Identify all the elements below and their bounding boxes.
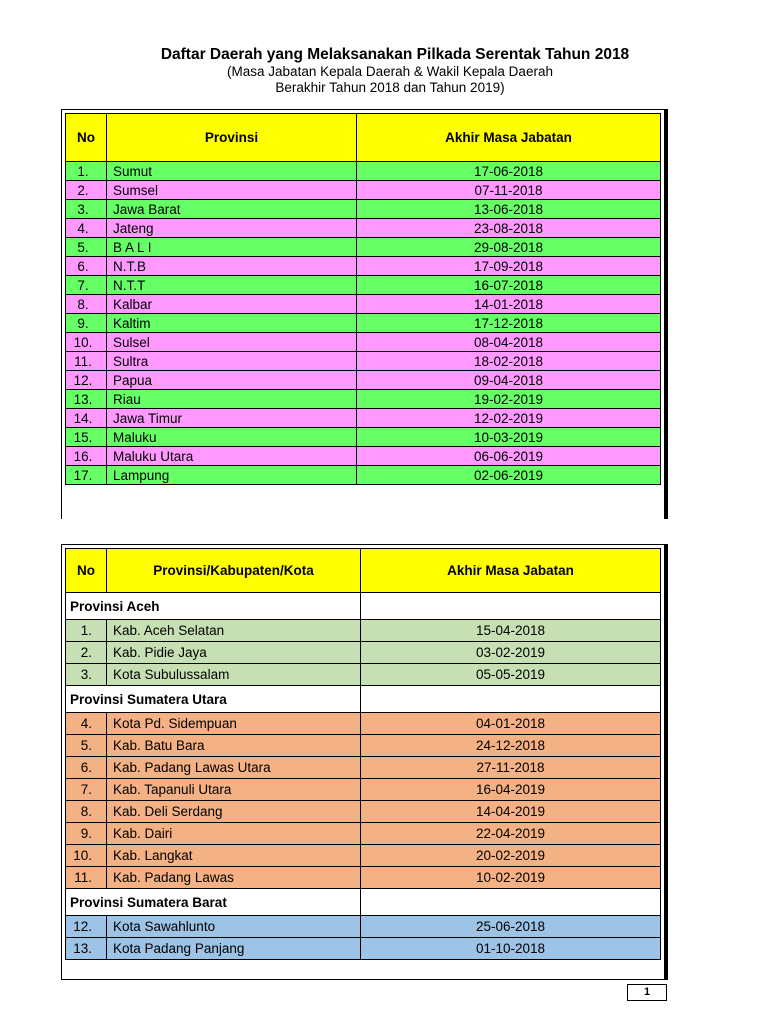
- term-end-date: 18-02-2018: [357, 352, 661, 371]
- table-row: [66, 466, 661, 485]
- document-subtitle-line2: Berakhir Tahun 2018 dan Tahun 2019): [275, 80, 505, 95]
- row-number: 10.: [66, 845, 107, 867]
- term-end-date: 05-05-2019: [361, 664, 661, 686]
- region-name: Kab. Aceh Selatan: [107, 620, 361, 642]
- table-row: [66, 845, 661, 867]
- table-row: [66, 314, 661, 333]
- term-end-date: 17-06-2018: [357, 162, 661, 181]
- row-number: [66, 314, 107, 333]
- table-row: [66, 295, 661, 314]
- province-group-blank: [361, 593, 661, 620]
- term-end-date: 15-04-2018: [361, 620, 661, 642]
- row-number-text: 16.: [73, 448, 93, 464]
- term-end-date: 13-06-2018: [357, 200, 661, 219]
- province-table: [65, 113, 661, 485]
- term-end-date: 10-03-2019: [357, 428, 661, 447]
- header-provinsi-kabupaten-kota: Provinsi/Kabupaten/Kota: [107, 549, 361, 593]
- row-number: 1.: [66, 620, 107, 642]
- row-number: [66, 238, 107, 257]
- table-header-row: [66, 549, 661, 593]
- term-end-date: 08-04-2018: [357, 333, 661, 352]
- row-number: [66, 409, 107, 428]
- header-akhir-masa-jabatan: Akhir Masa Jabatan: [357, 114, 661, 162]
- row-number: [66, 428, 107, 447]
- table-row: [66, 352, 661, 371]
- row-number-text: 13.: [73, 391, 93, 407]
- table-header-row: [66, 114, 661, 162]
- row-number-text: 10.: [73, 334, 93, 350]
- page-number: 1: [627, 984, 667, 1001]
- term-end-date: 29-08-2018: [357, 238, 661, 257]
- term-end-date: 16-07-2018: [357, 276, 661, 295]
- term-end-date: 10-02-2019: [361, 867, 661, 889]
- term-end-date: 22-04-2019: [361, 823, 661, 845]
- row-number: [66, 200, 107, 219]
- row-number-text: 3.: [77, 201, 89, 217]
- province-name: Jawa Barat: [107, 200, 357, 219]
- row-number: [66, 352, 107, 371]
- province-group-name: Provinsi Aceh: [66, 593, 361, 620]
- header-akhir-masa-jabatan: Akhir Masa Jabatan: [361, 549, 661, 593]
- row-number: [66, 276, 107, 295]
- province-name: Kaltim: [107, 314, 357, 333]
- term-end-date: 17-12-2018: [357, 314, 661, 333]
- table-row: [66, 713, 661, 735]
- table-row: [66, 447, 661, 466]
- row-number-text: 11.: [74, 353, 92, 369]
- province-name: Sumut: [107, 162, 357, 181]
- document-subtitle-line1: (Masa Jabatan Kepala Daerah & Wakil Kepala Daerah: [227, 64, 553, 79]
- region-name: Kab. Padang Lawas Utara: [107, 757, 361, 779]
- row-number: 7.: [66, 779, 107, 801]
- regency-table: [65, 548, 661, 960]
- term-end-date: 01-10-2018: [361, 938, 661, 960]
- table-row: [66, 642, 661, 664]
- term-end-date: 14-04-2019: [361, 801, 661, 823]
- row-number: 11.: [66, 867, 107, 889]
- row-number: [66, 447, 107, 466]
- table-row: [66, 938, 661, 960]
- term-end-date: 06-06-2019: [357, 447, 661, 466]
- regency-table-frame: [61, 544, 668, 980]
- row-number: [66, 295, 107, 314]
- region-name: Kota Padang Panjang: [107, 938, 361, 960]
- row-number-text: 12.: [73, 372, 93, 388]
- term-end-date: 17-09-2018: [357, 257, 661, 276]
- province-name: Riau: [107, 390, 357, 409]
- term-end-date: 19-02-2019: [357, 390, 661, 409]
- table-row: [66, 664, 661, 686]
- table-row: [66, 371, 661, 390]
- region-name: Kab. Dairi: [107, 823, 361, 845]
- row-number-text: 6.: [77, 258, 89, 274]
- province-name: Kalbar: [107, 295, 357, 314]
- province-group-row: [66, 686, 661, 713]
- header-provinsi: Provinsi: [107, 114, 357, 162]
- term-end-date: 20-02-2019: [361, 845, 661, 867]
- term-end-date: 25-06-2018: [361, 916, 661, 938]
- table-row: [66, 620, 661, 642]
- province-name: Sulsel: [107, 333, 357, 352]
- header-no: No: [66, 114, 107, 162]
- row-number: [66, 162, 107, 181]
- term-end-date: 16-04-2019: [361, 779, 661, 801]
- row-number-text: 9.: [77, 315, 89, 331]
- row-number-text: 8.: [77, 296, 89, 312]
- document-header: [0, 46, 768, 96]
- province-group-blank: [361, 686, 661, 713]
- province-name: Lampung: [107, 466, 357, 485]
- term-end-date: 24-12-2018: [361, 735, 661, 757]
- term-end-date: 04-01-2018: [361, 713, 661, 735]
- province-group-blank: [361, 889, 661, 916]
- region-name: Kab. Batu Bara: [107, 735, 361, 757]
- document-title: Daftar Daerah yang Melaksanakan Pilkada Serentak Tahun 2018: [160, 46, 630, 63]
- row-number-text: 2.: [77, 182, 89, 198]
- province-group-name: Provinsi Sumatera Barat: [66, 889, 361, 916]
- province-name: Jawa Timur: [107, 409, 357, 428]
- province-group-row: [66, 889, 661, 916]
- table-row: [66, 276, 661, 295]
- region-name: Kota Pd. Sidempuan: [107, 713, 361, 735]
- row-number: 8.: [66, 801, 107, 823]
- table-row: [66, 409, 661, 428]
- table-row: [66, 238, 661, 257]
- table-row: [66, 200, 661, 219]
- row-number: [66, 181, 107, 200]
- term-end-date: 03-02-2019: [361, 642, 661, 664]
- table-row: [66, 823, 661, 845]
- row-number: [66, 390, 107, 409]
- province-name: Papua: [107, 371, 357, 390]
- region-name: Kab. Deli Serdang: [107, 801, 361, 823]
- region-name: Kab. Padang Lawas: [107, 867, 361, 889]
- table-row: [66, 735, 661, 757]
- province-name: Sultra: [107, 352, 357, 371]
- row-number-text: 14.: [73, 410, 93, 426]
- table-row: [66, 757, 661, 779]
- row-number-text: 7.: [77, 277, 89, 293]
- row-number-text: 15.: [73, 429, 93, 445]
- province-name: Jateng: [107, 219, 357, 238]
- row-number: [66, 466, 107, 485]
- table-row: [66, 390, 661, 409]
- region-name: Kab. Tapanuli Utara: [107, 779, 361, 801]
- row-number: [66, 371, 107, 390]
- row-number: 4.: [66, 713, 107, 735]
- table-row: [66, 162, 661, 181]
- table-row: [66, 867, 661, 889]
- row-number: 2.: [66, 642, 107, 664]
- term-end-date: 27-11-2018: [361, 757, 661, 779]
- province-name: N.T.B: [107, 257, 357, 276]
- table-row: [66, 333, 661, 352]
- province-name: Sumsel: [107, 181, 357, 200]
- row-number: 12.: [66, 916, 107, 938]
- table-row: [66, 916, 661, 938]
- row-number: [66, 257, 107, 276]
- table-row: [66, 801, 661, 823]
- term-end-date: 12-02-2019: [357, 409, 661, 428]
- term-end-date: 02-06-2019: [357, 466, 661, 485]
- row-number: 9.: [66, 823, 107, 845]
- table-row: [66, 181, 661, 200]
- row-number: 13.: [66, 938, 107, 960]
- province-group-name: Provinsi Sumatera Utara: [66, 686, 361, 713]
- term-end-date: 09-04-2018: [357, 371, 661, 390]
- province-group-row: [66, 593, 661, 620]
- row-number: [66, 219, 107, 238]
- row-number: 3.: [66, 664, 107, 686]
- table-row: [66, 428, 661, 447]
- term-end-date: 23-08-2018: [357, 219, 661, 238]
- province-name: Maluku Utara: [107, 447, 357, 466]
- row-number-text: 4.: [77, 220, 89, 236]
- header-no: No: [66, 549, 107, 593]
- term-end-date: 07-11-2018: [357, 181, 661, 200]
- region-name: Kota Subulussalam: [107, 664, 361, 686]
- row-number-text: 1.: [77, 163, 89, 179]
- term-end-date: 14-01-2018: [357, 295, 661, 314]
- table-row: [66, 779, 661, 801]
- row-number: 6.: [66, 757, 107, 779]
- row-number-text: 5.: [77, 239, 89, 255]
- province-table-frame: [61, 109, 668, 519]
- row-number: [66, 333, 107, 352]
- province-name: B A L I: [107, 238, 357, 257]
- table-row: [66, 257, 661, 276]
- province-name: N.T.T: [107, 276, 357, 295]
- region-name: Kab. Pidie Jaya: [107, 642, 361, 664]
- region-name: Kota Sawahlunto: [107, 916, 361, 938]
- region-name: Kab. Langkat: [107, 845, 361, 867]
- province-name: Maluku: [107, 428, 357, 447]
- table-row: [66, 219, 661, 238]
- row-number: 5.: [66, 735, 107, 757]
- row-number-text: 17.: [73, 467, 93, 483]
